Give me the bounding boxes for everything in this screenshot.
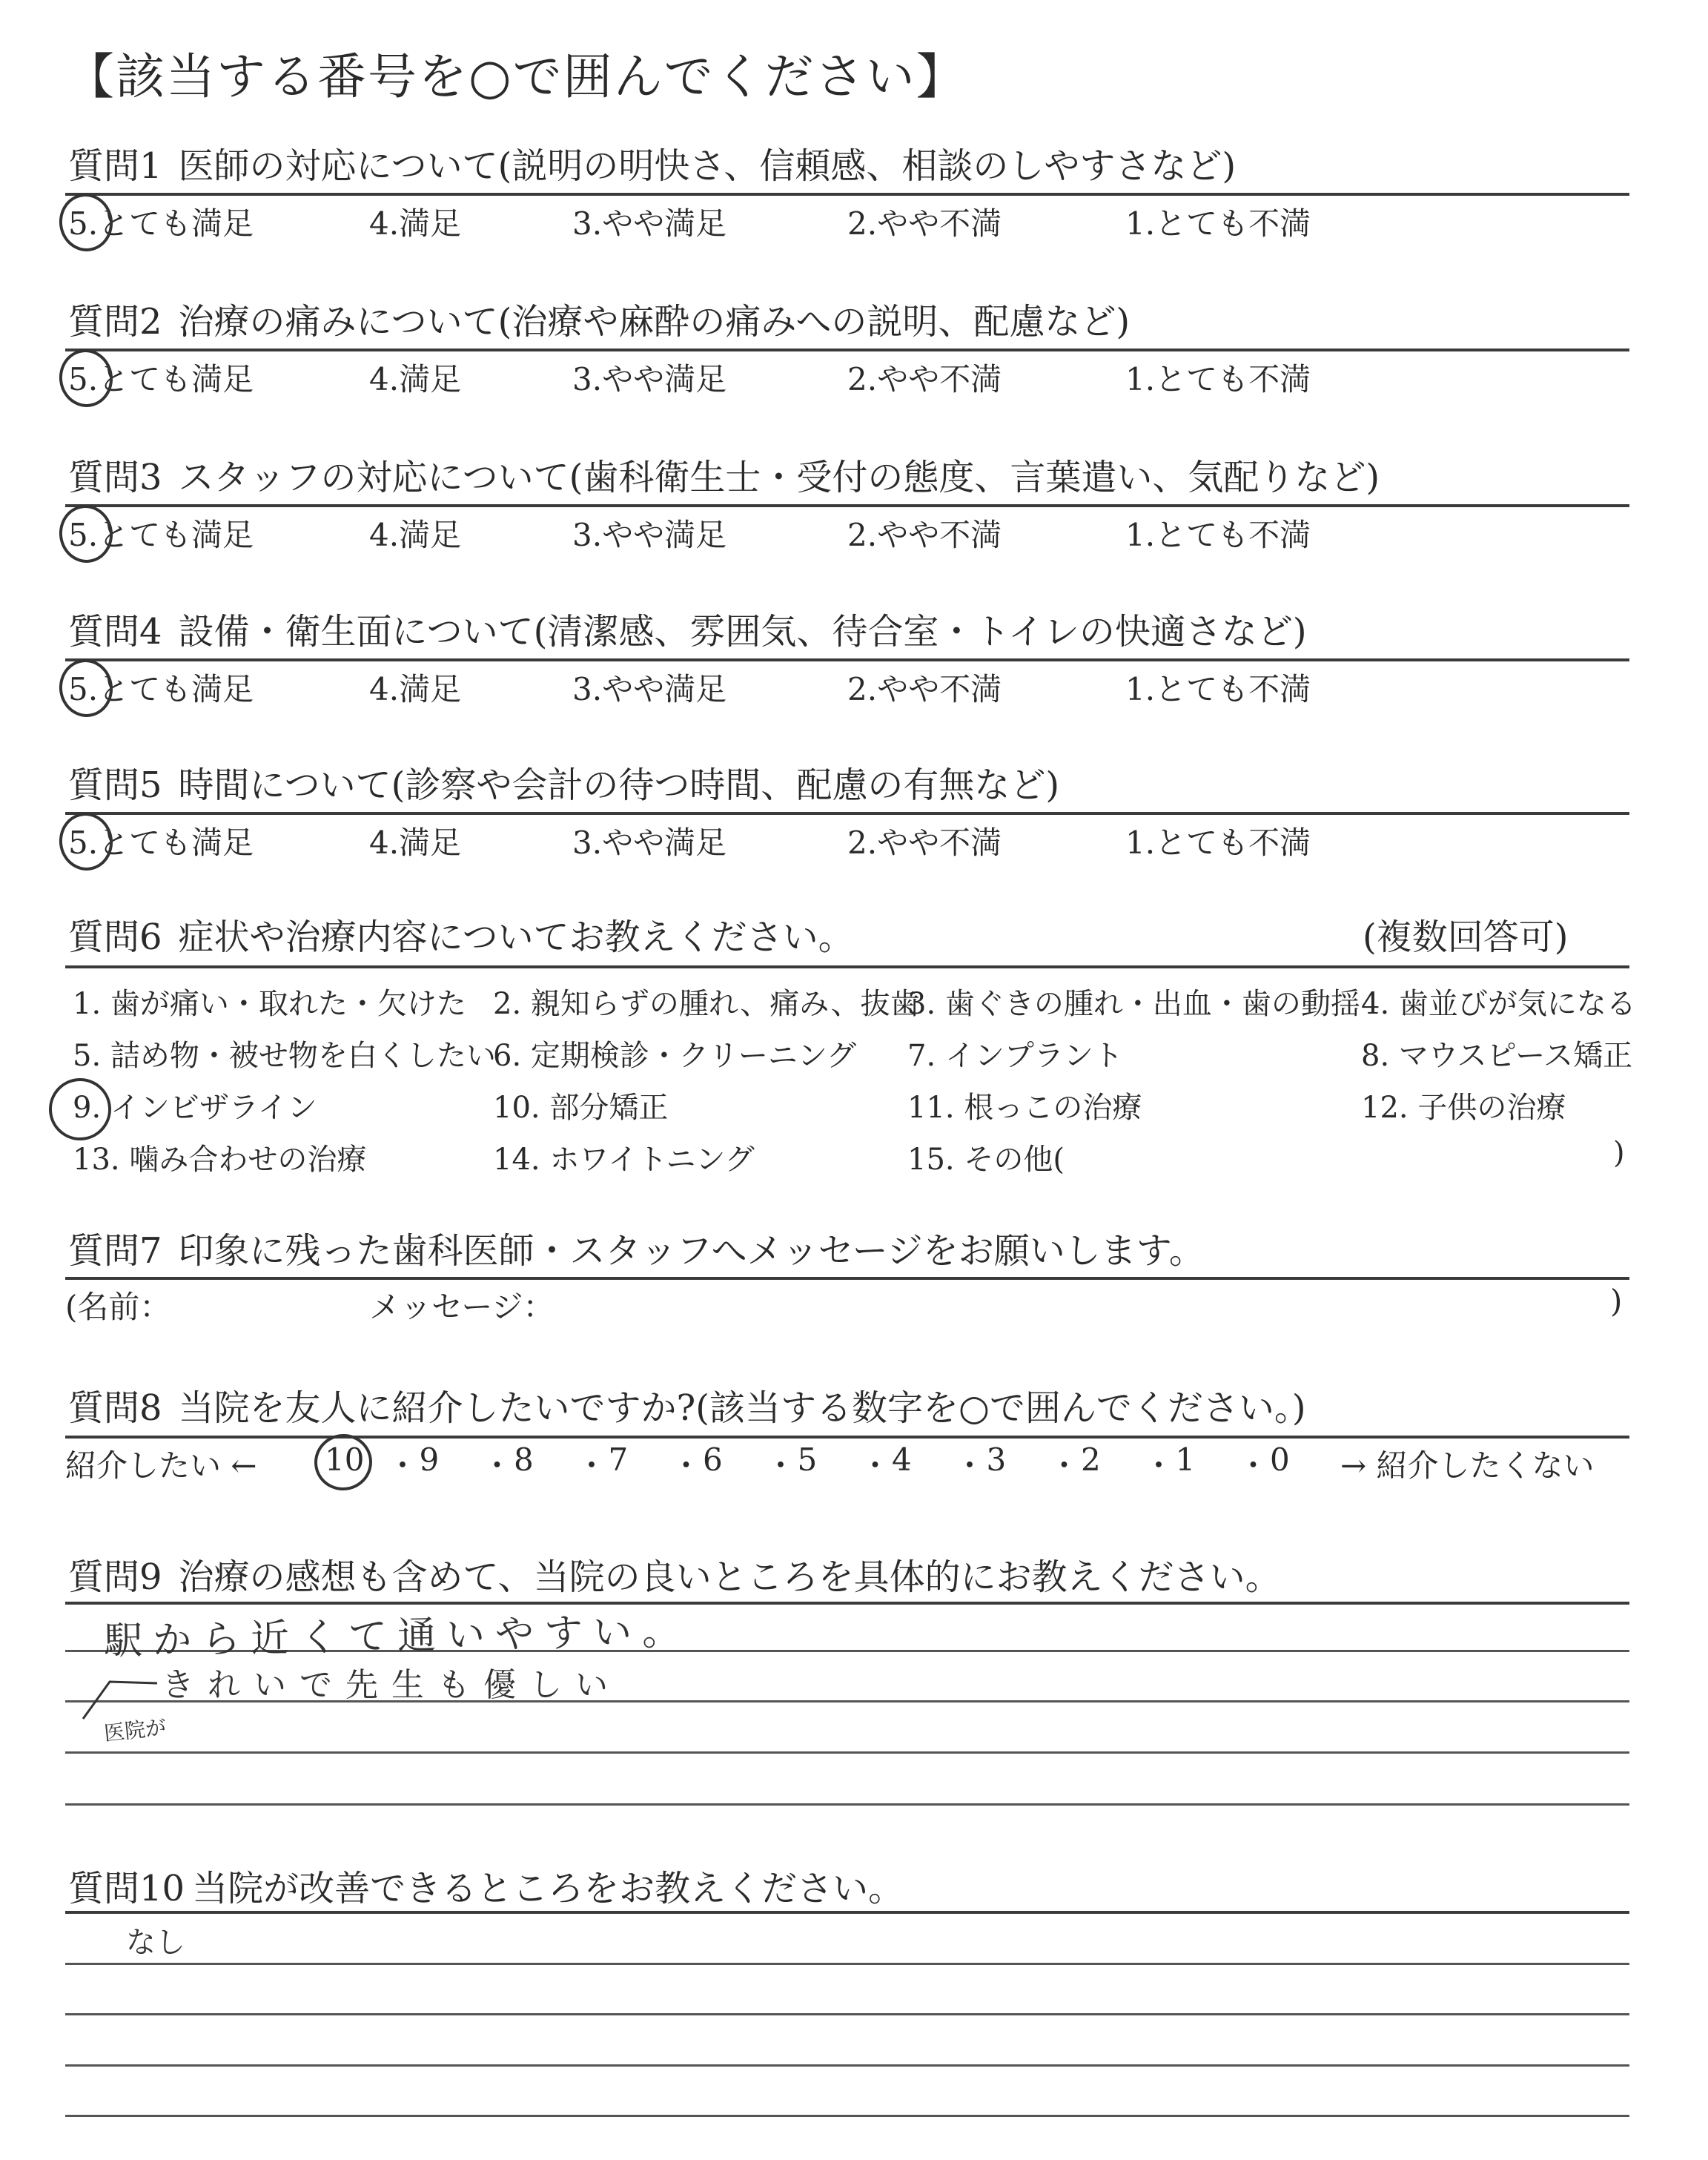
q9-line-3 — [65, 1751, 1629, 1754]
q2-heading — [68, 293, 1130, 344]
q3-option[interactable]: 2.やや不満 — [847, 517, 1002, 553]
q6-option[interactable]: 5. 詰め物・被せ物を白くしたい — [73, 1039, 496, 1073]
q10-heading — [68, 1860, 904, 1911]
q7-text: 印象に残った歯科医師・スタッフへメッセージをお願いします。 — [178, 1230, 1205, 1272]
q6-option[interactable]: 4. 歯並びが気になる — [1361, 987, 1636, 1021]
q3-rule — [65, 504, 1629, 507]
q2-option[interactable]: 2.やや不満 — [847, 361, 1002, 397]
q4-option[interactable]: 4.満足 — [369, 671, 462, 707]
q4-option[interactable]: 2.やや不満 — [847, 671, 1002, 707]
q9-heading — [68, 1548, 1281, 1599]
q8-separator-dot: ・ — [1143, 1447, 1175, 1484]
q4-rule — [65, 658, 1629, 661]
q6-other-close-paren: ) — [1613, 1136, 1625, 1170]
q6-option[interactable]: 8. マウスピース矯正 — [1361, 1039, 1633, 1073]
insertion-caret-icon — [80, 1677, 162, 1722]
q5-option[interactable]: 4.満足 — [369, 825, 462, 861]
q8-scale-value[interactable]: 6 — [703, 1441, 723, 1478]
q4-heading — [68, 603, 1307, 654]
q8-scale-value[interactable]: 1 — [1175, 1441, 1196, 1478]
q9-handwriting-line-1: 駅から近くて通いやすい。 — [103, 1609, 692, 1664]
q9-handwriting-line-2: きれいで先生も優しい — [162, 1666, 621, 1704]
q6-option[interactable]: 10. 部分矯正 — [493, 1091, 669, 1125]
q6-option[interactable]: 14. ホワイトニング — [493, 1143, 755, 1177]
q4-option[interactable]: 5.とても満足 — [68, 671, 254, 707]
q9-text: 治療の感想も含めて、当院の良いところを具体的にお教えください。 — [178, 1556, 1281, 1598]
q8-separator-dot: ・ — [670, 1447, 702, 1484]
q8-scale-value[interactable]: 4 — [892, 1441, 912, 1478]
q8-label: 質問8 — [68, 1387, 162, 1429]
q3-option[interactable]: 4.満足 — [369, 517, 462, 553]
q9-handwriting-insertion: 医院が — [102, 1714, 168, 1746]
q3-option[interactable]: 3.やや満足 — [572, 517, 727, 553]
q9-rule — [65, 1602, 1629, 1605]
q6-option[interactable]: 6. 定期検診・クリーニング — [493, 1039, 857, 1073]
q1-label: 質問1 — [68, 145, 162, 187]
q10-line-3 — [65, 2064, 1629, 2067]
q8-scale-value[interactable]: 9 — [419, 1441, 440, 1478]
q8-separator-dot: ・ — [859, 1447, 891, 1484]
q8-left-label: 紹介したい ← — [65, 1447, 257, 1484]
q9-line-4 — [65, 1803, 1629, 1806]
q1-rule — [65, 193, 1629, 196]
q1-option[interactable]: 3.やや満足 — [572, 205, 727, 242]
q2-rule — [65, 349, 1629, 351]
q6-option[interactable]: 11. 根っこの治療 — [907, 1091, 1142, 1125]
q8-scale-value[interactable]: 3 — [986, 1441, 1007, 1478]
q2-text: 治療の痛みについて(治療や麻酔の痛みへの説明、配慮など) — [178, 301, 1131, 343]
q5-option[interactable]: 2.やや不満 — [847, 825, 1002, 861]
q8-text: 当院を友人に紹介したいですか?(該当する数字を○で囲んでください。) — [178, 1387, 1306, 1429]
q4-option[interactable]: 3.やや満足 — [572, 671, 727, 707]
q8-scale-value[interactable]: 0 — [1270, 1441, 1290, 1478]
q6-option[interactable]: 12. 子供の治療 — [1361, 1091, 1566, 1125]
q3-text: スタッフの対応について(歯科衛生士・受付の態度、言葉遣い、気配りなど) — [178, 457, 1380, 498]
q7-close-paren: ) — [1610, 1283, 1623, 1319]
q5-option[interactable]: 1.とても不満 — [1125, 825, 1311, 861]
q2-option[interactable]: 4.満足 — [369, 361, 462, 397]
q3-label: 質問3 — [68, 457, 162, 498]
q3-heading — [68, 449, 1380, 500]
q6-label: 質問6 — [68, 916, 162, 958]
q5-label: 質問5 — [68, 764, 162, 806]
q3-option[interactable]: 5.とても満足 — [68, 517, 254, 553]
q6-option[interactable]: 3. 歯ぐきの腫れ・出血・歯の動揺 — [907, 987, 1360, 1021]
q10-handwriting: なし — [126, 1926, 185, 1960]
q1-heading — [68, 137, 1236, 188]
q5-option[interactable]: 3.やや満足 — [572, 825, 727, 861]
q1-text: 医師の対応について(説明の明快さ、信頼感、相談のしやすさなど) — [178, 145, 1237, 187]
q6-option[interactable]: 2. 親知らずの腫れ、痛み、抜歯 — [493, 987, 920, 1021]
q8-separator-dot: ・ — [1237, 1447, 1269, 1484]
q6-heading — [68, 908, 854, 960]
q2-option[interactable]: 1.とても不満 — [1125, 361, 1311, 397]
q7-label: 質問7 — [68, 1230, 162, 1272]
q10-line-2 — [65, 2013, 1629, 2015]
q1-option[interactable]: 1.とても不満 — [1125, 205, 1311, 242]
q8-scale-value[interactable]: 2 — [1081, 1441, 1101, 1478]
q8-scale-value[interactable]: 7 — [608, 1441, 629, 1478]
q2-option[interactable]: 5.とても満足 — [68, 361, 254, 397]
q8-scale-value[interactable]: 8 — [514, 1441, 534, 1478]
q3-option[interactable]: 1.とても不満 — [1125, 517, 1311, 553]
q8-rule — [65, 1436, 1629, 1439]
q8-scale-value[interactable]: 10 — [325, 1441, 365, 1478]
q7-message-label: メッセージ： — [369, 1289, 555, 1325]
q5-rule — [65, 812, 1629, 815]
q2-option[interactable]: 3.やや満足 — [572, 361, 727, 397]
q8-separator-dot: ・ — [387, 1447, 419, 1484]
q8-separator-dot: ・ — [1048, 1447, 1080, 1484]
q8-selection-circle — [311, 1430, 376, 1494]
q5-text: 時間について(診察や会計の待つ時間、配慮の有無など) — [178, 764, 1060, 806]
q7-heading — [68, 1222, 1205, 1273]
q1-option[interactable]: 2.やや不満 — [847, 205, 1002, 242]
q8-right-label: → 紹介したくない — [1340, 1447, 1595, 1484]
q10-label: 質問10 — [68, 1868, 185, 1909]
q10-line-1 — [65, 1963, 1629, 1965]
q8-separator-dot: ・ — [765, 1447, 797, 1484]
q4-option[interactable]: 1.とても不満 — [1125, 671, 1311, 707]
q6-option[interactable]: 7. インプラント — [907, 1039, 1123, 1073]
q6-option[interactable]: 9. インビザライン — [73, 1091, 317, 1125]
q6-option[interactable]: 1. 歯が痛い・取れた・欠けた — [73, 987, 466, 1021]
q10-line-4 — [65, 2115, 1629, 2117]
q8-separator-dot: ・ — [576, 1447, 608, 1484]
q6-option[interactable]: 13. 噛み合わせの治療 — [73, 1143, 367, 1177]
q5-heading — [68, 756, 1059, 807]
q6-rule — [65, 965, 1629, 968]
q8-separator-dot: ・ — [481, 1447, 513, 1484]
q8-scale-value[interactable]: 5 — [797, 1441, 818, 1478]
q6-option[interactable]: 15. その他( — [907, 1143, 1065, 1177]
q1-option[interactable]: 4.満足 — [369, 205, 462, 242]
q6-text: 症状や治療内容についてお教えください。 — [178, 916, 854, 958]
q7-rule — [65, 1277, 1629, 1280]
page-title: 【該当する番号を○で囲んでください】 — [65, 48, 967, 105]
q5-option[interactable]: 5.とても満足 — [68, 825, 254, 861]
q8-heading — [68, 1379, 1306, 1430]
q9-label: 質問9 — [68, 1556, 162, 1598]
q4-label: 質問4 — [68, 611, 162, 653]
q10-rule — [65, 1911, 1629, 1914]
q2-label: 質問2 — [68, 301, 162, 343]
q7-name-label: (名前： — [65, 1289, 171, 1325]
q8-separator-dot: ・ — [954, 1447, 986, 1484]
q1-option[interactable]: 5.とても満足 — [68, 205, 254, 242]
q6-note: (複数回答可) — [1363, 916, 1569, 958]
q10-text: 当院が改善できるところをお教えください。 — [192, 1868, 904, 1909]
q4-text: 設備・衛生面について(清潔感、雰囲気、待合室・トイレの快適さなど) — [178, 611, 1307, 653]
